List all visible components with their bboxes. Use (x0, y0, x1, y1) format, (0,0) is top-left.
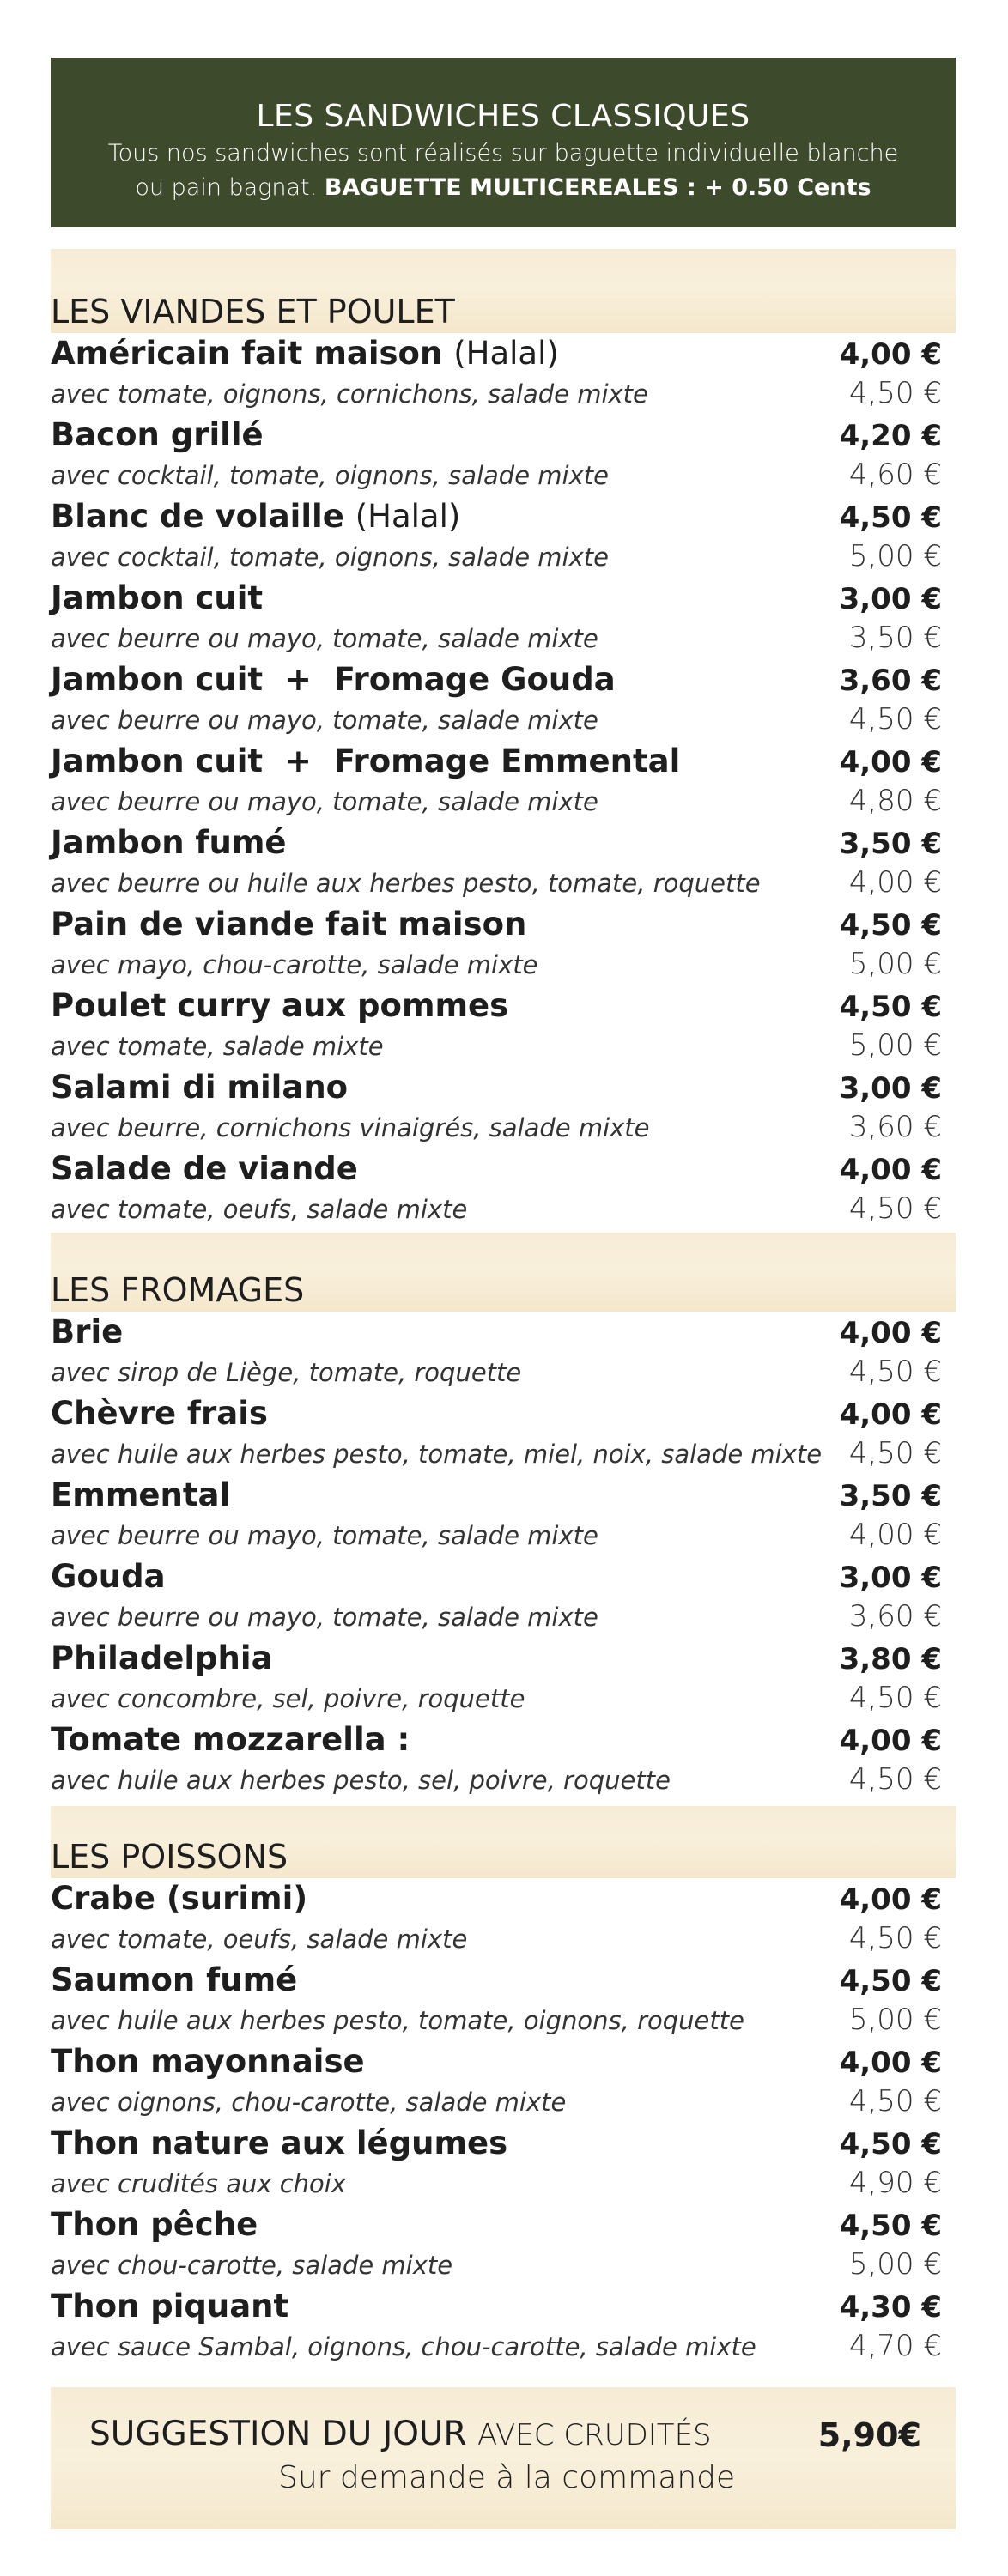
item-price-garnished: 4,00 € (848, 865, 942, 900)
section-items-viandes (51, 333, 956, 1230)
item-description: avec huile aux herbes pesto, tomate, miel, noix, salade mixte (51, 1440, 823, 1469)
item-price-garnished: 4,00 € (848, 1518, 942, 1552)
item-price: 3,50 € (839, 1479, 942, 1513)
item-name: Thon nature aux légumes (51, 2124, 508, 2161)
item-price: 3,00 € (839, 1561, 942, 1595)
item-name: Pain de viande fait maison (51, 906, 527, 943)
item-description: avec cocktail, tomate, oignons, salade mixte (51, 542, 609, 572)
item-description: avec beurre ou huile aux herbes pesto, tomate, roquette (51, 869, 761, 898)
item-name: Gouda (51, 1558, 166, 1595)
item-price-garnished: 4,50 € (848, 1762, 942, 1797)
item-price-garnished: 5,00 € (848, 947, 942, 981)
item-price-garnished: 4,50 € (848, 1921, 942, 1955)
item-price: 4,20 € (839, 419, 942, 453)
item-price: 4,00 € (839, 1724, 942, 1758)
suggestion-title-main: SUGGESTION DU JOUR (89, 2415, 467, 2453)
item-description: avec beurre ou mayo, tomate, salade mixte (51, 1521, 598, 1550)
menu-item (51, 1878, 956, 1960)
item-price-garnished: 4,50 € (848, 1436, 942, 1470)
suggestion-title (89, 2415, 712, 2455)
item-description: avec crudités aux choix (51, 2169, 347, 2198)
menu-item (51, 1312, 956, 1393)
item-price: 3,60 € (839, 664, 942, 698)
item-price: 4,00 € (839, 745, 942, 779)
item-price-garnished: 4,50 € (848, 1191, 942, 1226)
item-price-garnished: 4,60 € (848, 458, 942, 492)
item-description: avec sauce Sambal, oignons, chou-carotte, salade mixte (51, 2332, 756, 2361)
item-description: avec cocktail, tomate, oignons, salade mixte (51, 461, 609, 490)
item-description: avec sirop de Liège, tomate, roquette (51, 1358, 522, 1387)
item-description: avec tomate, oignons, cornichons, salade mixte (51, 379, 648, 409)
item-price: 4,00 € (839, 337, 942, 372)
item-description: avec concombre, sel, poivre, roquette (51, 1684, 525, 1713)
menu-item (51, 496, 956, 578)
item-description: avec beurre ou mayo, tomate, salade mixte (51, 787, 598, 816)
section-items-fromages (51, 1312, 956, 1801)
section-band-viandes (51, 249, 956, 333)
item-name: Salade de viande (51, 1150, 358, 1187)
item-price-garnished: 4,50 € (848, 376, 942, 410)
item-description: avec beurre ou mayo, tomate, salade mixte (51, 1603, 598, 1632)
item-name: Tomate mozzarella : (51, 1721, 410, 1758)
header-note-line1: Tous nos sandwiches sont réalisés sur baguette individuelle blanche (107, 140, 899, 167)
menu-item (51, 1475, 956, 1556)
item-name: Saumon fumé (51, 1961, 298, 1998)
item-price: 4,50 € (839, 2127, 942, 2161)
item-price-garnished: 4,80 € (848, 784, 942, 818)
menu-item (51, 415, 956, 496)
item-description: avec huile aux herbes pesto, sel, poivre, roquette (51, 1766, 671, 1795)
menu-item (51, 1393, 956, 1475)
item-description: avec tomate, oeufs, salade mixte (51, 1195, 468, 1224)
menu-item (51, 822, 956, 904)
item-description: avec chou-carotte, salade mixte (51, 2251, 453, 2280)
item-name: Thon mayonnaise (51, 2043, 365, 2080)
daily-suggestion (51, 2387, 956, 2529)
item-price-garnished: 4,90 € (848, 2166, 942, 2200)
halal-tag: (Halal) (355, 498, 461, 535)
item-name: Jambon cuit + Fromage Gouda (51, 661, 616, 698)
item-description: avec tomate, salade mixte (51, 1032, 384, 1061)
menu-item (51, 333, 956, 415)
item-price-garnished: 5,00 € (848, 539, 942, 573)
item-name: Poulet curry aux pommes (51, 987, 509, 1024)
menu-item (51, 1067, 956, 1149)
menu-item (51, 1556, 956, 1638)
menu-title: LES SANDWICHES CLASSIQUES (256, 99, 750, 134)
section-band-poissons (51, 1806, 956, 1878)
item-description: avec mayo, chou-carotte, salade mixte (51, 950, 538, 979)
menu-item (51, 1149, 956, 1230)
section-title-poissons: LES POISSONS (51, 1838, 288, 1876)
item-name: Thon pêche (51, 2206, 258, 2243)
item-name: Salami di milano (51, 1069, 349, 1106)
suggestion-title-extra: AVEC CRUDITÉS (477, 2418, 712, 2452)
item-description: avec tomate, oeufs, salade mixte (51, 1924, 468, 1954)
menu-item (51, 2041, 956, 2123)
section-items-poissons (51, 1878, 956, 2367)
header-note-bold: BAGUETTE MULTICEREALES : + 0.50 Cents (324, 174, 871, 201)
item-description: avec beurre ou mayo, tomate, salade mixte (51, 624, 598, 653)
item-price-garnished: 3,60 € (848, 1599, 942, 1633)
menu-item (51, 1719, 956, 1801)
item-price-garnished: 4,50 € (848, 1355, 942, 1389)
item-name: Thon piquant (51, 2288, 289, 2324)
item-price-garnished: 5,00 € (848, 2003, 942, 2037)
item-name: Philadelphia (51, 1640, 273, 1676)
item-price: 4,50 € (839, 2209, 942, 2243)
item-name: Blanc de volaille (Halal) (51, 498, 461, 535)
item-price-garnished: 4,70 € (848, 2329, 942, 2363)
menu-item (51, 2286, 956, 2367)
menu-item (51, 659, 956, 741)
menu-item (51, 2123, 956, 2204)
item-price: 4,50 € (839, 908, 942, 943)
menu-item (51, 578, 956, 659)
item-price-garnished: 3,50 € (848, 621, 942, 655)
item-name: Américain fait maison (Halal) (51, 335, 559, 372)
item-name: Jambon fumé (51, 824, 287, 861)
item-name: Bacon grillé (51, 416, 264, 453)
item-price-garnished: 4,50 € (848, 702, 942, 736)
menu-item (51, 985, 956, 1067)
item-name: Chèvre frais (51, 1395, 268, 1432)
item-price: 3,80 € (839, 1642, 942, 1676)
menu-item (51, 741, 956, 822)
header-note-plain: ou pain bagnat. (135, 174, 318, 201)
item-price-garnished: 4,50 € (848, 2084, 942, 2118)
menu-item (51, 2204, 956, 2286)
item-name: Jambon cuit + Fromage Emmental (51, 742, 681, 779)
section-title-viandes: LES VIANDES ET POULET (51, 293, 455, 330)
item-price: 4,50 € (839, 500, 942, 535)
item-description: avec beurre, cornichons vinaigrés, salade mixte (51, 1113, 650, 1143)
item-price: 3,00 € (839, 1071, 942, 1106)
item-description: avec oignons, chou-carotte, salade mixte (51, 2088, 567, 2117)
item-price-garnished: 3,60 € (848, 1110, 942, 1144)
header-note-line2 (51, 171, 956, 205)
item-price: 4,00 € (839, 1316, 942, 1350)
menu-header (51, 58, 956, 227)
menu-item (51, 904, 956, 985)
item-price: 4,30 € (839, 2290, 942, 2324)
item-price: 4,50 € (839, 1964, 942, 1998)
item-description: avec huile aux herbes pesto, tomate, oignons, roquette (51, 2006, 744, 2035)
item-price: 4,00 € (839, 1397, 942, 1432)
item-name: Crabe (surimi) (51, 1880, 308, 1917)
item-price: 4,50 € (839, 990, 942, 1024)
item-price: 3,00 € (839, 582, 942, 616)
item-price: 3,50 € (839, 827, 942, 861)
item-description: avec beurre ou mayo, tomate, salade mixte (51, 706, 598, 735)
suggestion-subtitle: Sur demande à la commande (278, 2460, 736, 2495)
section-title-fromages: LES FROMAGES (51, 1271, 305, 1309)
menu-item (51, 1638, 956, 1719)
item-price-garnished: 4,50 € (848, 1681, 942, 1715)
item-price: 4,00 € (839, 2046, 942, 2080)
halal-tag: (Halal) (453, 335, 559, 372)
suggestion-price: 5,90€ (817, 2416, 921, 2454)
item-price-garnished: 5,00 € (848, 2247, 942, 2282)
item-price-garnished: 5,00 € (848, 1028, 942, 1063)
item-name: Emmental (51, 1476, 231, 1513)
item-price: 4,00 € (839, 1882, 942, 1917)
menu-item (51, 1960, 956, 2041)
item-name: Jambon cuit (51, 579, 264, 616)
section-band-fromages (51, 1233, 956, 1312)
item-name: Brie (51, 1313, 124, 1350)
item-price: 4,00 € (839, 1153, 942, 1187)
